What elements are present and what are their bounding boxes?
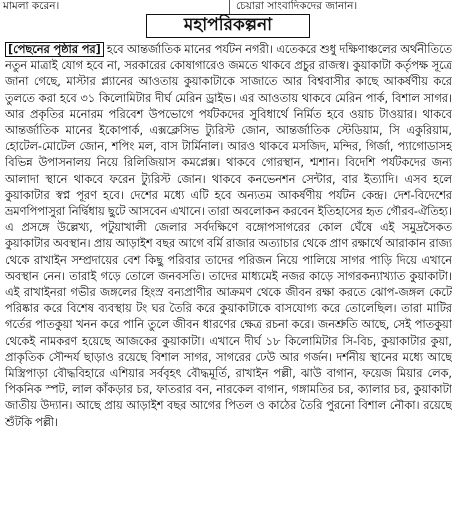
article-headline: মহাপরিকল্পনা bbox=[146, 14, 310, 38]
previous-article-fragments bbox=[0, 0, 456, 14]
article-body bbox=[5, 42, 452, 526]
left-column-fragment: মামলা করেন। bbox=[3, 0, 60, 12]
right-column-fragment: চেয়ারা সাংবাদিকদের জানান। bbox=[236, 0, 358, 12]
continued-from-tag: [পেছনের পৃষ্ঠার পর] bbox=[5, 42, 104, 57]
article-text: হবে আন্তর্জাতিক মানের পর্যটন নগরী। এতেকরে শুধু দক্ষিণাঞ্চলের অর্থনীতিতে নতুন মাত্রাই যোগ হবে না, সরকারের কোষাগারেও জমতে থাকবে প্রচুর রাজস্ব। কুয়াকাটা কর্তৃপক্ষ সূত্রে জানা গেছে, মাস্টার প্ল্যানের আওতায় কুয়াকাটাকে সাজাতে আর বিশ্ববাসীর কাছে আকর্ষণীয় করে তুলতে করা হবে ৩১ কিলোমিটার দীর্ঘ মেরিন ড্রাইভ। এর আওতায় থাকবে মেরিন পার্ক, বিশাল সাগর। আর প্রকৃতির মনোরম পরিবেশ উপভোগে পর্যটকদের সুবিধার্থে নির্মিত হবে ওয়াচ টাওয়ার। থাকবে আন্তর্জাতিক মানের ইকোপার্ক, এক্সক্লেসিভ ট্যুরিস্ট জোন, আন্তর্জাতিক স্টেডিয়াম, সি একুরিয়াম, হোটেল-মোটেল জোন, শপিং মল, বাস টার্মিনাল। আরও থাকবে মসজিদ, মন্দির, গির্জা, প্যাগোডাসহ বিভিন্ন উপাসনালয় নিয়ে রিলিজিয়াস কমপ্লেক্স। থাকবে গোরস্থান, শ্মশান। বিদেশি পর্যটকদের জন্য আলাদা স্থানে থাকবে ফরেন ট্যুরিস্ট জোন। থাকবে কনভেনশন সেন্টার, বার ইত্যাদি। এসব হলে কুয়াকাটার স্বপ্ন পূরণ হবে। দেশের মধ্যে এটি হবে অন্যতম আকর্ষণীয় পর্যটন কেন্দ্র। দেশ-বিদেশের ভ্রমণপিপাসুরা নির্দ্বিধায় ছুটে আসবেন এখানে। তারা অবলোকন করবেন ইতিহাসের হৃত গৌরব-ঐতিহ্য। এ প্রসঙ্গে উল্লেখ্য, পটুয়াখালী জেলার সর্বদক্ষিণে বঙ্গোপসাগরের কোল ঘেঁষে এই সমুদ্রসৈকত কুয়াকাটার অবস্থান। প্রায় আড়াইশ বছর আগে বর্মি রাজার অত্যাচার থেকে প্রাণ রক্ষার্থে আরাকান রাজ্য থেকে রাখাইন সম্প্রদায়ের বেশ কিছু পরিবার তাদের পরিজন নিয়ে পালিয়ে সাগর পাড়ি দিয়ে এখানে অবস্থান নেন। তারাই গড়ে তোলে জনবসতি। তাদের মাধ্যমেই নজর কাড়ে সাগরকন্যাখ্যাত কুয়াকাটা। এই রাখাইনরা গভীর জঙ্গলের হিংস্র বন্যপ্রাণীর আক্রমণ থেকে জীবন রক্ষা করতে ঝোপ-জঙ্গল কেটে পরিষ্কার করে বিশেষ ব্যবস্থায় টং ঘর তৈরি করে কুয়াকাটাকে বাসযোগ্য করে তোলেছিল। তারা মাটির গর্তের পাতকুয়া খনন করে পানি তুলে জীবন ধারণের ক্ষেত্র রচনা করে। জনশ্রুতি আছে, সেই পাতকুয়া থেকেই নামকরণ হয়েছে আজকের কুয়াকাটা। এখানে দীর্ঘ ১৮ কিলোমিটার সি-বিচ, কুয়াকাটার কুয়া, প্রাকৃতিক সৌন্দর্য ছাড়াও রয়েছে বিশাল সাগর, সাগরের ঢেউ আর গর্জন। দর্শনীয় স্থানের মধ্যে আছে মিস্ত্রিপাড়া বৌদ্ধবিহারে এশিয়ার সর্ববৃহৎ বৌদ্ধমূর্তি, রাখাইন পল্লী, ঝাউ বাগান, ফয়েজ মিয়ার লেক, পিকনিক স্পট, লাল কাঁকড়ার চর, ফাতরার বন, নারকেল বাগান, গঙ্গামতির চর, ক্যালার চর, কুয়াকাটা জাতীয় উদ্যান। আছে প্রায় আড়াইশ বছর আগের পিতল ও কাঠের তৈরি পুরনো বিশাল নৌকা। রয়েছে শুঁটকি পল্লী। bbox=[5, 43, 452, 429]
column-divider bbox=[229, 0, 230, 14]
